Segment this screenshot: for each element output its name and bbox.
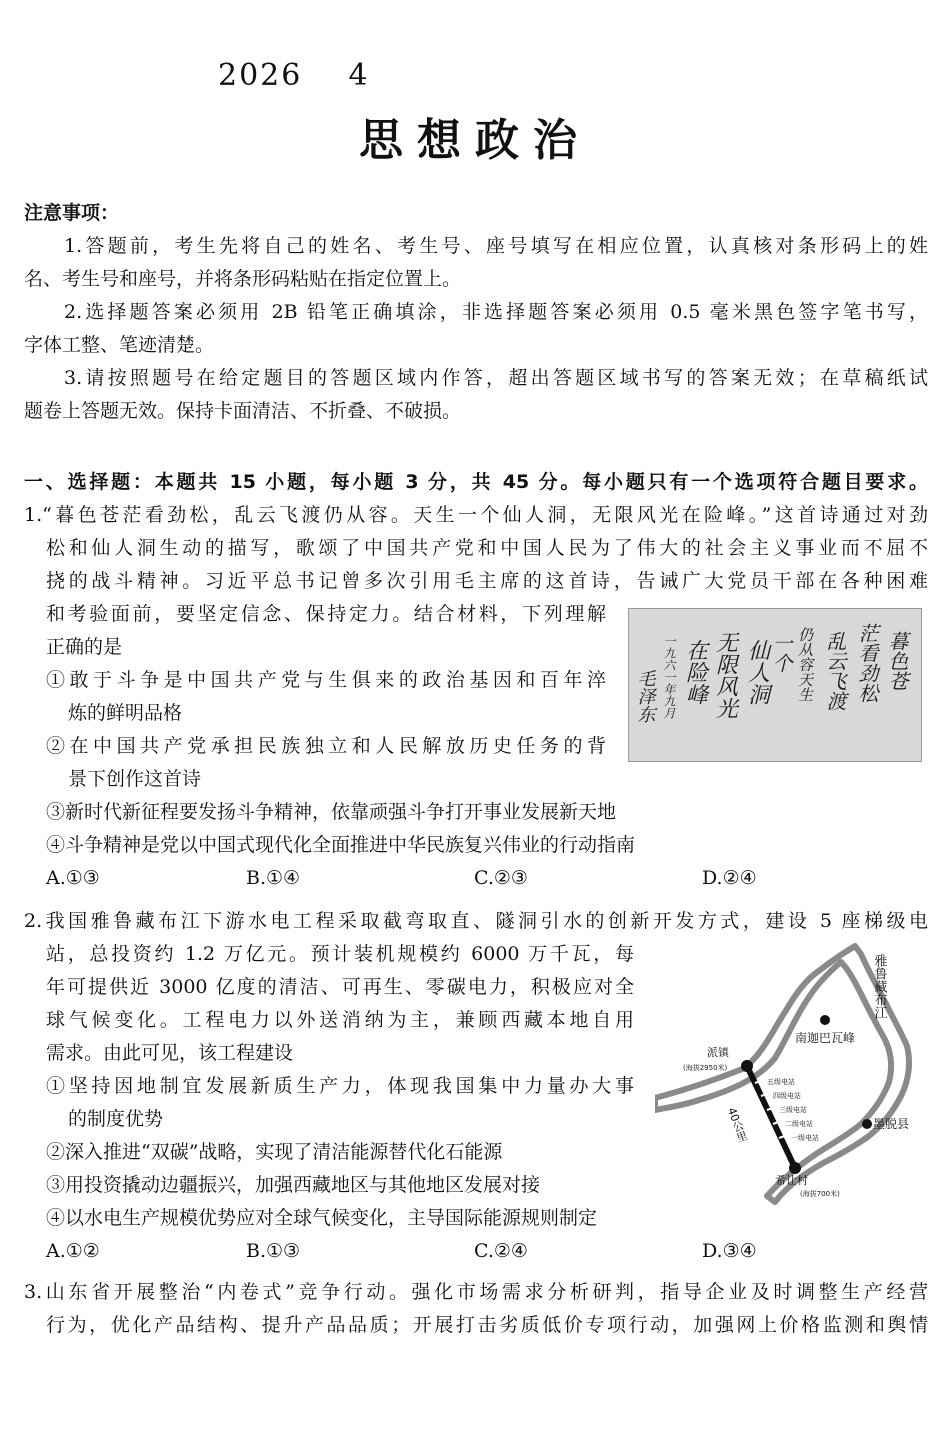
q1-item: ④斗争精神是党以中国式现代化全面推进中华民族复兴伟业的行动指南 xyxy=(46,834,636,856)
motuo-label: 墨脱县 xyxy=(873,1117,910,1131)
q1-item: ②在中国共产党承担民族独立和人民解放历史任务的背 xyxy=(46,735,606,757)
hydropower-map xyxy=(655,940,925,1210)
calli-col: 仍从容天生 xyxy=(796,627,814,702)
notice-line: 字体工整、笔迹清楚。 xyxy=(24,334,215,356)
q1-item: 景下创作这首诗 xyxy=(68,768,202,790)
calli-col: 仙人洞 xyxy=(744,639,770,705)
notice-line: 1.答题前，考生先将自己的姓名、考生号、座号填写在相应位置，认真核对条形码上的姓 xyxy=(64,235,928,257)
calligraphy-strokes xyxy=(629,609,921,761)
notice-line: 题卷上答题无效。保持卡面清洁、不折叠、不破损。 xyxy=(24,400,462,422)
q1-stem-line: 1.“暮色苍茫看劲松，乱云飞渡仍从容。天生一个仙人洞，无限风光在险峰。”这首诗通过对劲 xyxy=(24,504,928,526)
q3-stem-line: 行为，优化产品结构、提升产品品质；开展打击劣质低价专项行动，加强网上价格监测和舆情 xyxy=(46,1314,928,1336)
q2-item: ②深入推进“双碳”战略，实现了清洁能源替代化石能源 xyxy=(46,1141,503,1163)
motuo-marker xyxy=(862,1119,872,1129)
xirang-marker xyxy=(789,1162,801,1174)
q2-option-d[interactable]: D.③④ xyxy=(702,1240,757,1262)
section-heading: 一、选择题：本题共 15 小题，每小题 3 分，共 45 分。每小题只有一个选项符合题目要求。 xyxy=(24,471,928,493)
calli-col: 暮色苍 xyxy=(885,631,909,691)
q2-item: ③用投资撬动边疆振兴，加强西藏地区与其他地区发展对接 xyxy=(46,1174,541,1196)
exam-date xyxy=(218,58,370,93)
station-label: 四级电站 xyxy=(773,1092,801,1100)
calli-col: 乱云飞渡 xyxy=(823,631,847,711)
q1-item: ①敢于斗争是中国共产党与生俱来的政治基因和百年淬 xyxy=(46,669,606,691)
calli-col: 毛泽东 xyxy=(634,669,656,723)
q2-stem-line: 年可提供近 3000 亿度的清洁、可再生、零碳电力，积极应对全 xyxy=(46,976,634,998)
station-label: 三级电站 xyxy=(779,1106,807,1114)
paizhen-marker xyxy=(741,1060,753,1072)
q2-stem-line: 需求。由此可见，该工程建设 xyxy=(46,1042,294,1064)
calli-col: 一九六一年九月 xyxy=(662,635,676,719)
q1-item: 炼的鲜明品格 xyxy=(68,702,183,724)
notice-line: 3.请按照题号在给定题目的答题区域内作答，超出答题区域书写的答案无效；在草稿纸试 xyxy=(64,367,928,389)
q1-stem-line: 正确的是 xyxy=(46,636,123,658)
paizhen-alt-label: (海拔2950米) xyxy=(683,1064,728,1072)
xirang-alt-label: (海拔700米) xyxy=(800,1190,840,1198)
q1-stem-line: 松和仙人洞生动的描写，歌颂了中国共产党和中国人民为了伟大的社会主义事业而不屈不 xyxy=(46,537,928,559)
q2-item: 的制度优势 xyxy=(68,1108,164,1130)
notice-line: 名、考生号和座号，并将条形码粘贴在指定位置上。 xyxy=(24,268,462,290)
calligraphy-image xyxy=(628,608,922,762)
calli-col: 在险峰 xyxy=(682,639,708,705)
paizhen-label: 派镇 xyxy=(707,1046,729,1059)
subject-title: 思想政治 xyxy=(359,115,591,166)
q2-options xyxy=(46,1235,906,1268)
q3-stem-line: 3.山东省开展整治“内卷式”竞争行动。强化市场需求分析研判，指导企业及时调整生产经营 xyxy=(24,1281,928,1303)
calli-col: 茫看劲松 xyxy=(855,623,879,703)
distance-label: 40公里 xyxy=(724,1105,750,1145)
calli-col: 无限风光 xyxy=(712,631,738,719)
exam-year: 2026 xyxy=(218,58,303,93)
notice-heading: 注意事项： xyxy=(24,202,120,224)
q2-option-b[interactable]: B.①③ xyxy=(246,1240,301,1262)
q1-option-b[interactable]: B.①④ xyxy=(246,867,301,889)
q2-stem-line: 2.我国雅鲁藏布江下游水电工程采取截弯取直、隧洞引水的创新开发方式，建设 5 座梯级电 xyxy=(24,910,928,932)
q1-item: ③新时代新征程要发扬斗争精神，依靠顽强斗争打开事业发展新天地 xyxy=(46,801,617,823)
calli-col: 一个 xyxy=(769,633,793,673)
q1-options xyxy=(46,862,906,895)
peak-label: 南迦巴瓦峰 xyxy=(795,1031,856,1045)
station-label: 二级电站 xyxy=(785,1120,813,1128)
river-label: 雅鲁藏布江 xyxy=(871,954,887,1019)
q2-stem-line: 球气候变化。工程电力以外送消纳为主，兼顾西藏本地自用 xyxy=(46,1009,634,1031)
q1-option-d[interactable]: D.②④ xyxy=(702,867,757,889)
q1-option-a[interactable]: A.①③ xyxy=(46,867,100,889)
q2-item: ①坚持因地制宜发展新质生产力，体现我国集中力量办大事 xyxy=(46,1075,634,1097)
q2-option-c[interactable]: C.②④ xyxy=(474,1240,528,1262)
q1-stem-line: 挠的战斗精神。习近平总书记曾多次引用毛主席的这首诗，告诫广大党员干部在各种困难 xyxy=(46,570,928,592)
notice-line: 2.选择题答案必须用 2B 铅笔正确填涂，非选择题答案必须用 0.5 毫米黑色签字笔书写， xyxy=(64,301,928,323)
q1-option-c[interactable]: C.②③ xyxy=(474,867,528,889)
exam-month: 4 xyxy=(348,58,370,93)
peak-marker xyxy=(820,1015,830,1025)
station-label: 一级电站 xyxy=(791,1134,819,1142)
station-label: 五级电站 xyxy=(767,1078,795,1086)
q2-option-a[interactable]: A.①② xyxy=(46,1240,100,1262)
q2-stem-line: 站，总投资约 1.2 万亿元。预计装机规模约 6000 万千瓦，每 xyxy=(46,943,634,965)
q1-stem-line: 和考验面前，要坚定信念、保持定力。结合材料，下列理解 xyxy=(46,603,606,625)
q2-item: ④以水电生产规模优势应对全球气候变化，主导国际能源规则制定 xyxy=(46,1207,598,1229)
xirang-label: 希让村 xyxy=(775,1174,808,1187)
